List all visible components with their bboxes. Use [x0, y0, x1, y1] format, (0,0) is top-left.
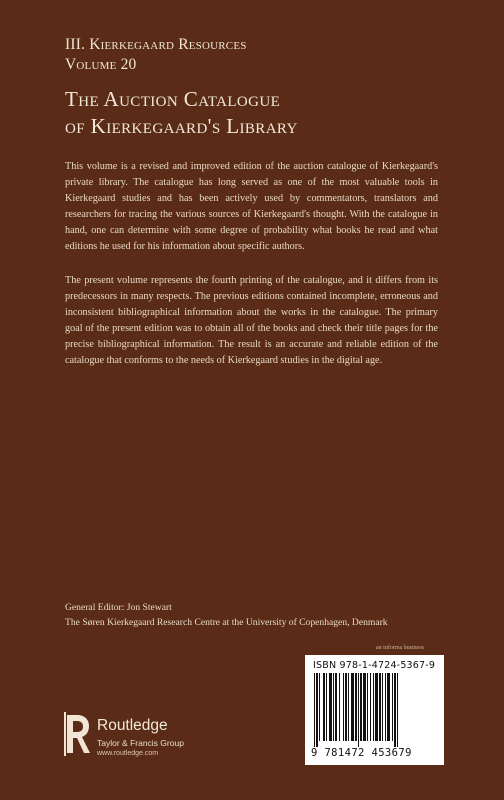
book-title	[65, 86, 298, 140]
volume-label: Volume 20	[65, 56, 137, 73]
publisher-name: Routledge	[97, 717, 168, 734]
barcode-bar	[339, 673, 340, 741]
research-centre: The Søren Kierkegaard Research Centre at the University of Copenhagen, Denmark	[65, 617, 388, 628]
barcode-bar	[319, 673, 320, 741]
barcode-bar	[382, 673, 383, 741]
barcode-bar	[314, 673, 315, 747]
barcode-bar	[397, 673, 398, 747]
barcode-bar	[358, 673, 359, 747]
barcode-bar	[392, 673, 393, 741]
barcode-bar	[370, 673, 371, 741]
barcode-bar	[333, 673, 334, 741]
routledge-r-logo-icon	[64, 712, 91, 756]
isbn-barcode	[305, 655, 444, 765]
barcode-bar	[360, 673, 362, 741]
series-label: III. Kierkegaard Resources	[65, 36, 247, 53]
barcode-bar	[326, 673, 327, 741]
barcode-bar	[394, 673, 396, 747]
barcode-digits: 9 781472 453679	[311, 747, 412, 759]
barcode-bar	[355, 673, 357, 741]
general-editor: General Editor: Jon Stewart	[65, 602, 172, 613]
publisher-url: www.routledge.com	[97, 750, 159, 757]
publisher-group: Taylor & Francis Group	[97, 738, 184, 748]
barcode-bar	[363, 673, 366, 741]
isbn-number: ISBN 978-1-4724-5367-9	[313, 660, 436, 671]
barcode-bar	[373, 673, 374, 741]
informa-business-label: an informa business	[376, 645, 424, 651]
barcode-bar	[348, 673, 349, 741]
description-paragraph-2: The present volume represents the fourth printing of the catalogue, and it differs from its predecessors in many respects. The previous editions contained incomplete, erroneous and inconsistent bibliographical information about the works in the catalogue. The primary goal of the present edition was to obtain all of the books and check their title pages for the precise bibliographical information. The result is an accurate and reliable edition of the catalogue that conforms to the needs of Kierkegaard studies in the digital age.	[65, 275, 438, 367]
barcode-bar	[387, 673, 390, 741]
barcode-bar	[323, 673, 325, 741]
title-line-1: The Auction Catalogue	[65, 87, 281, 111]
barcode-bar	[351, 673, 354, 741]
barcode-bar	[367, 673, 368, 741]
description-paragraph-1: This volume is a revised and improved edition of the auction catalogue of Kierkegaard's private library. The catalogue has long served as one of the most valuable tools in Kierkegaard studies and has been actively used by commentators, translators and researchers for tracing the various sources of Kierkegaard's thought. With the catalogue in hand, one can determine with some degree of probability what books he read and what editions he used for his information about specific authors.	[65, 161, 438, 253]
title-line-2: of Kierkegaard's Library	[65, 114, 298, 138]
barcode-bar	[345, 673, 347, 741]
barcode-bar	[379, 673, 381, 741]
barcode-bars	[312, 673, 437, 747]
barcode-bar	[329, 673, 332, 741]
barcode-bar	[343, 673, 344, 741]
barcode-bar	[316, 673, 318, 747]
barcode-bar	[385, 673, 386, 741]
barcode-bar	[375, 673, 378, 741]
barcode-bar	[335, 673, 337, 741]
